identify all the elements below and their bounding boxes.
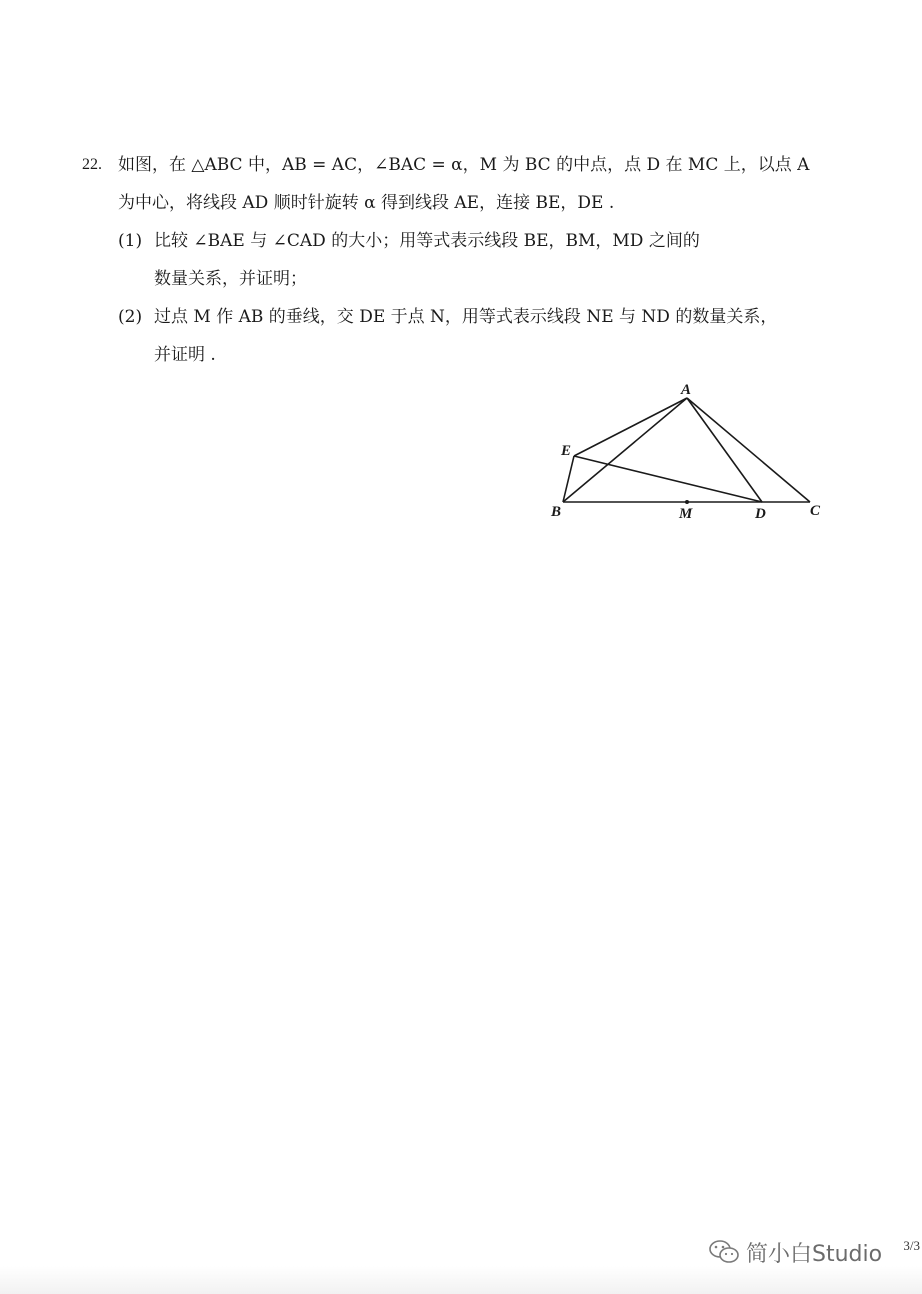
part-2-text-line-2: 并证明 . <box>154 345 216 365</box>
label-d: D <box>755 506 766 522</box>
watermark-text: 简小白Studio <box>746 1241 883 1267</box>
part-1-line-1 <box>82 222 832 260</box>
label-c: C <box>810 503 821 519</box>
problem-22 <box>82 146 832 374</box>
stem-line-2 <box>82 184 832 222</box>
point-m-dot <box>685 500 689 504</box>
segment-ab <box>563 398 687 502</box>
label-b: B <box>551 504 562 520</box>
wechat-icon <box>708 1239 740 1265</box>
bottom-edge <box>0 1266 922 1294</box>
part-2-line-2 <box>82 336 832 374</box>
problem-stem-line-1: 如图，在 △ABC 中，AB = AC，∠BAC = α，M 为 BC 的中点，点 D 在 MC 上，以点 A <box>118 155 810 175</box>
label-a: A <box>681 382 692 398</box>
part-1-text-line-1: 比较 ∠BAE 与 ∠CAD 的大小；用等式表示线段 BE，BM，MD 之间的 <box>154 231 700 251</box>
part-2-line-1 <box>82 298 832 336</box>
part-1-line-2 <box>82 260 832 298</box>
part-1-text-line-2: 数量关系，并证明； <box>154 269 307 289</box>
segment-ac <box>687 398 810 502</box>
stem-line-1 <box>82 146 832 184</box>
problem-stem-line-2: 为中心，将线段 AD 顺时针旋转 α 得到线段 AE，连接 BE，DE . <box>118 193 615 213</box>
segment-ae <box>574 398 687 456</box>
geometry-figure <box>540 378 840 528</box>
label-m: M <box>679 506 693 522</box>
part-2-text-line-1: 过点 M 作 AB 的垂线，交 DE 于点 N，用等式表示线段 NE 与 ND 的数量关系， <box>154 307 778 327</box>
part-2-label: (2) <box>118 307 143 327</box>
page-number: 3/3 <box>903 1238 920 1253</box>
label-e: E <box>561 443 572 459</box>
part-1-label: (1) <box>118 231 143 251</box>
problem-number: 22. <box>82 156 102 173</box>
